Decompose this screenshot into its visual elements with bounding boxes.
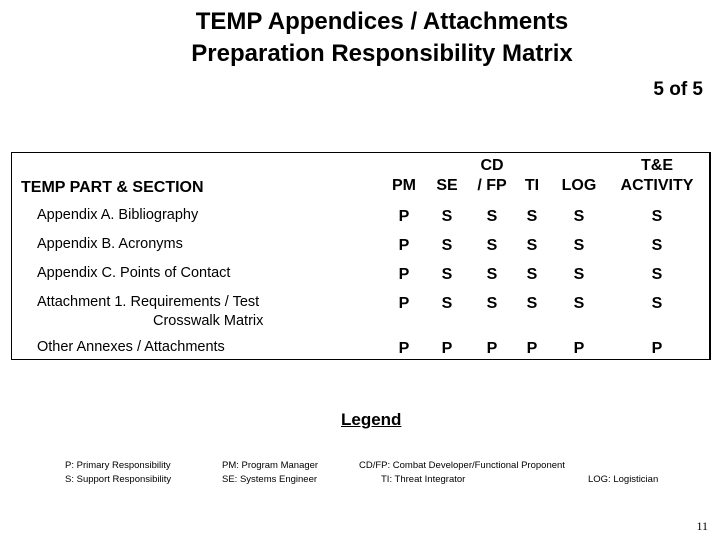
legend-combat-developer: CD/FP: Combat Developer/Functional Proponent	[359, 460, 565, 471]
cell-other-annexes-pm: P	[398, 340, 410, 357]
legend-threat-integrator: TI: Threat Integrator	[381, 474, 466, 485]
page-number: 11	[696, 519, 708, 533]
title-line-2: Preparation Responsibility Matrix	[191, 40, 573, 67]
row-label-attachment-1: Attachment 1. Requirements / Test Crosswalk Matrix	[37, 294, 264, 329]
cell-other-annexes-cd-fp: P	[486, 340, 498, 357]
slide-title	[0, 6, 720, 70]
cell-appendix-a-se: S	[441, 208, 453, 225]
cell-appendix-a-log: S	[573, 208, 585, 225]
cell-appendix-c-cd-fp: S	[486, 266, 498, 283]
cell-other-annexes-ti: P	[526, 340, 538, 357]
row-label-appendix-a: Appendix A. Bibliography	[37, 207, 199, 223]
column-header-se: SE	[436, 177, 458, 194]
cell-attachment-1-ti: S	[526, 295, 538, 312]
cell-appendix-a-pm: P	[398, 208, 410, 225]
cell-attachment-1-cd-fp: S	[486, 295, 498, 312]
cell-appendix-a-ti: S	[526, 208, 538, 225]
cell-appendix-b-log: S	[573, 237, 585, 254]
cell-appendix-a-te-activity: S	[651, 208, 663, 225]
column-header-pm: PM	[392, 177, 416, 194]
row-label-appendix-b: Appendix B. Acronyms	[37, 236, 183, 252]
column-header-cd-fp: CD / FP	[477, 157, 507, 194]
cell-appendix-b-cd-fp: S	[486, 237, 498, 254]
cell-attachment-1-log: S	[573, 295, 585, 312]
cell-appendix-c-te-activity: S	[651, 266, 663, 283]
legend-title: Legend	[341, 410, 402, 429]
cell-appendix-b-ti: S	[526, 237, 538, 254]
row-label-other-annexes: Other Annexes / Attachments	[37, 339, 225, 355]
column-header-te-activity: T&E ACTIVITY	[620, 157, 694, 194]
legend-logistician: LOG: Logistician	[588, 474, 659, 485]
cell-appendix-c-ti: S	[526, 266, 538, 283]
column-header-ti: TI	[524, 177, 540, 194]
cell-other-annexes-log: P	[573, 340, 585, 357]
cell-appendix-c-pm: P	[398, 266, 410, 283]
title-line-1: TEMP Appendices / Attachments	[195, 8, 569, 35]
legend-primary: P: Primary Responsibility	[65, 460, 171, 471]
responsibility-matrix	[11, 152, 711, 360]
cell-appendix-c-log: S	[573, 266, 585, 283]
column-header-log: LOG	[561, 177, 597, 194]
cell-other-annexes-te-activity: P	[651, 340, 663, 357]
legend-support: S: Support Responsibility	[65, 474, 172, 485]
cell-other-annexes-se: P	[441, 340, 453, 357]
page-indicator: 5 of 5	[653, 79, 703, 100]
legend-program-manager: PM: Program Manager	[222, 460, 319, 471]
section-column-header: TEMP PART & SECTION	[21, 179, 204, 196]
cell-attachment-1-se: S	[441, 295, 453, 312]
row-label-appendix-c: Appendix C. Points of Contact	[37, 265, 231, 281]
cell-appendix-b-te-activity: S	[651, 237, 663, 254]
cell-attachment-1-te-activity: S	[651, 295, 663, 312]
cell-appendix-b-pm: P	[398, 237, 410, 254]
legend-systems-engineer: SE: Systems Engineer	[222, 474, 318, 485]
cell-appendix-b-se: S	[441, 237, 453, 254]
cell-appendix-a-cd-fp: S	[486, 208, 498, 225]
cell-attachment-1-pm: P	[398, 295, 410, 312]
cell-appendix-c-se: S	[441, 266, 453, 283]
